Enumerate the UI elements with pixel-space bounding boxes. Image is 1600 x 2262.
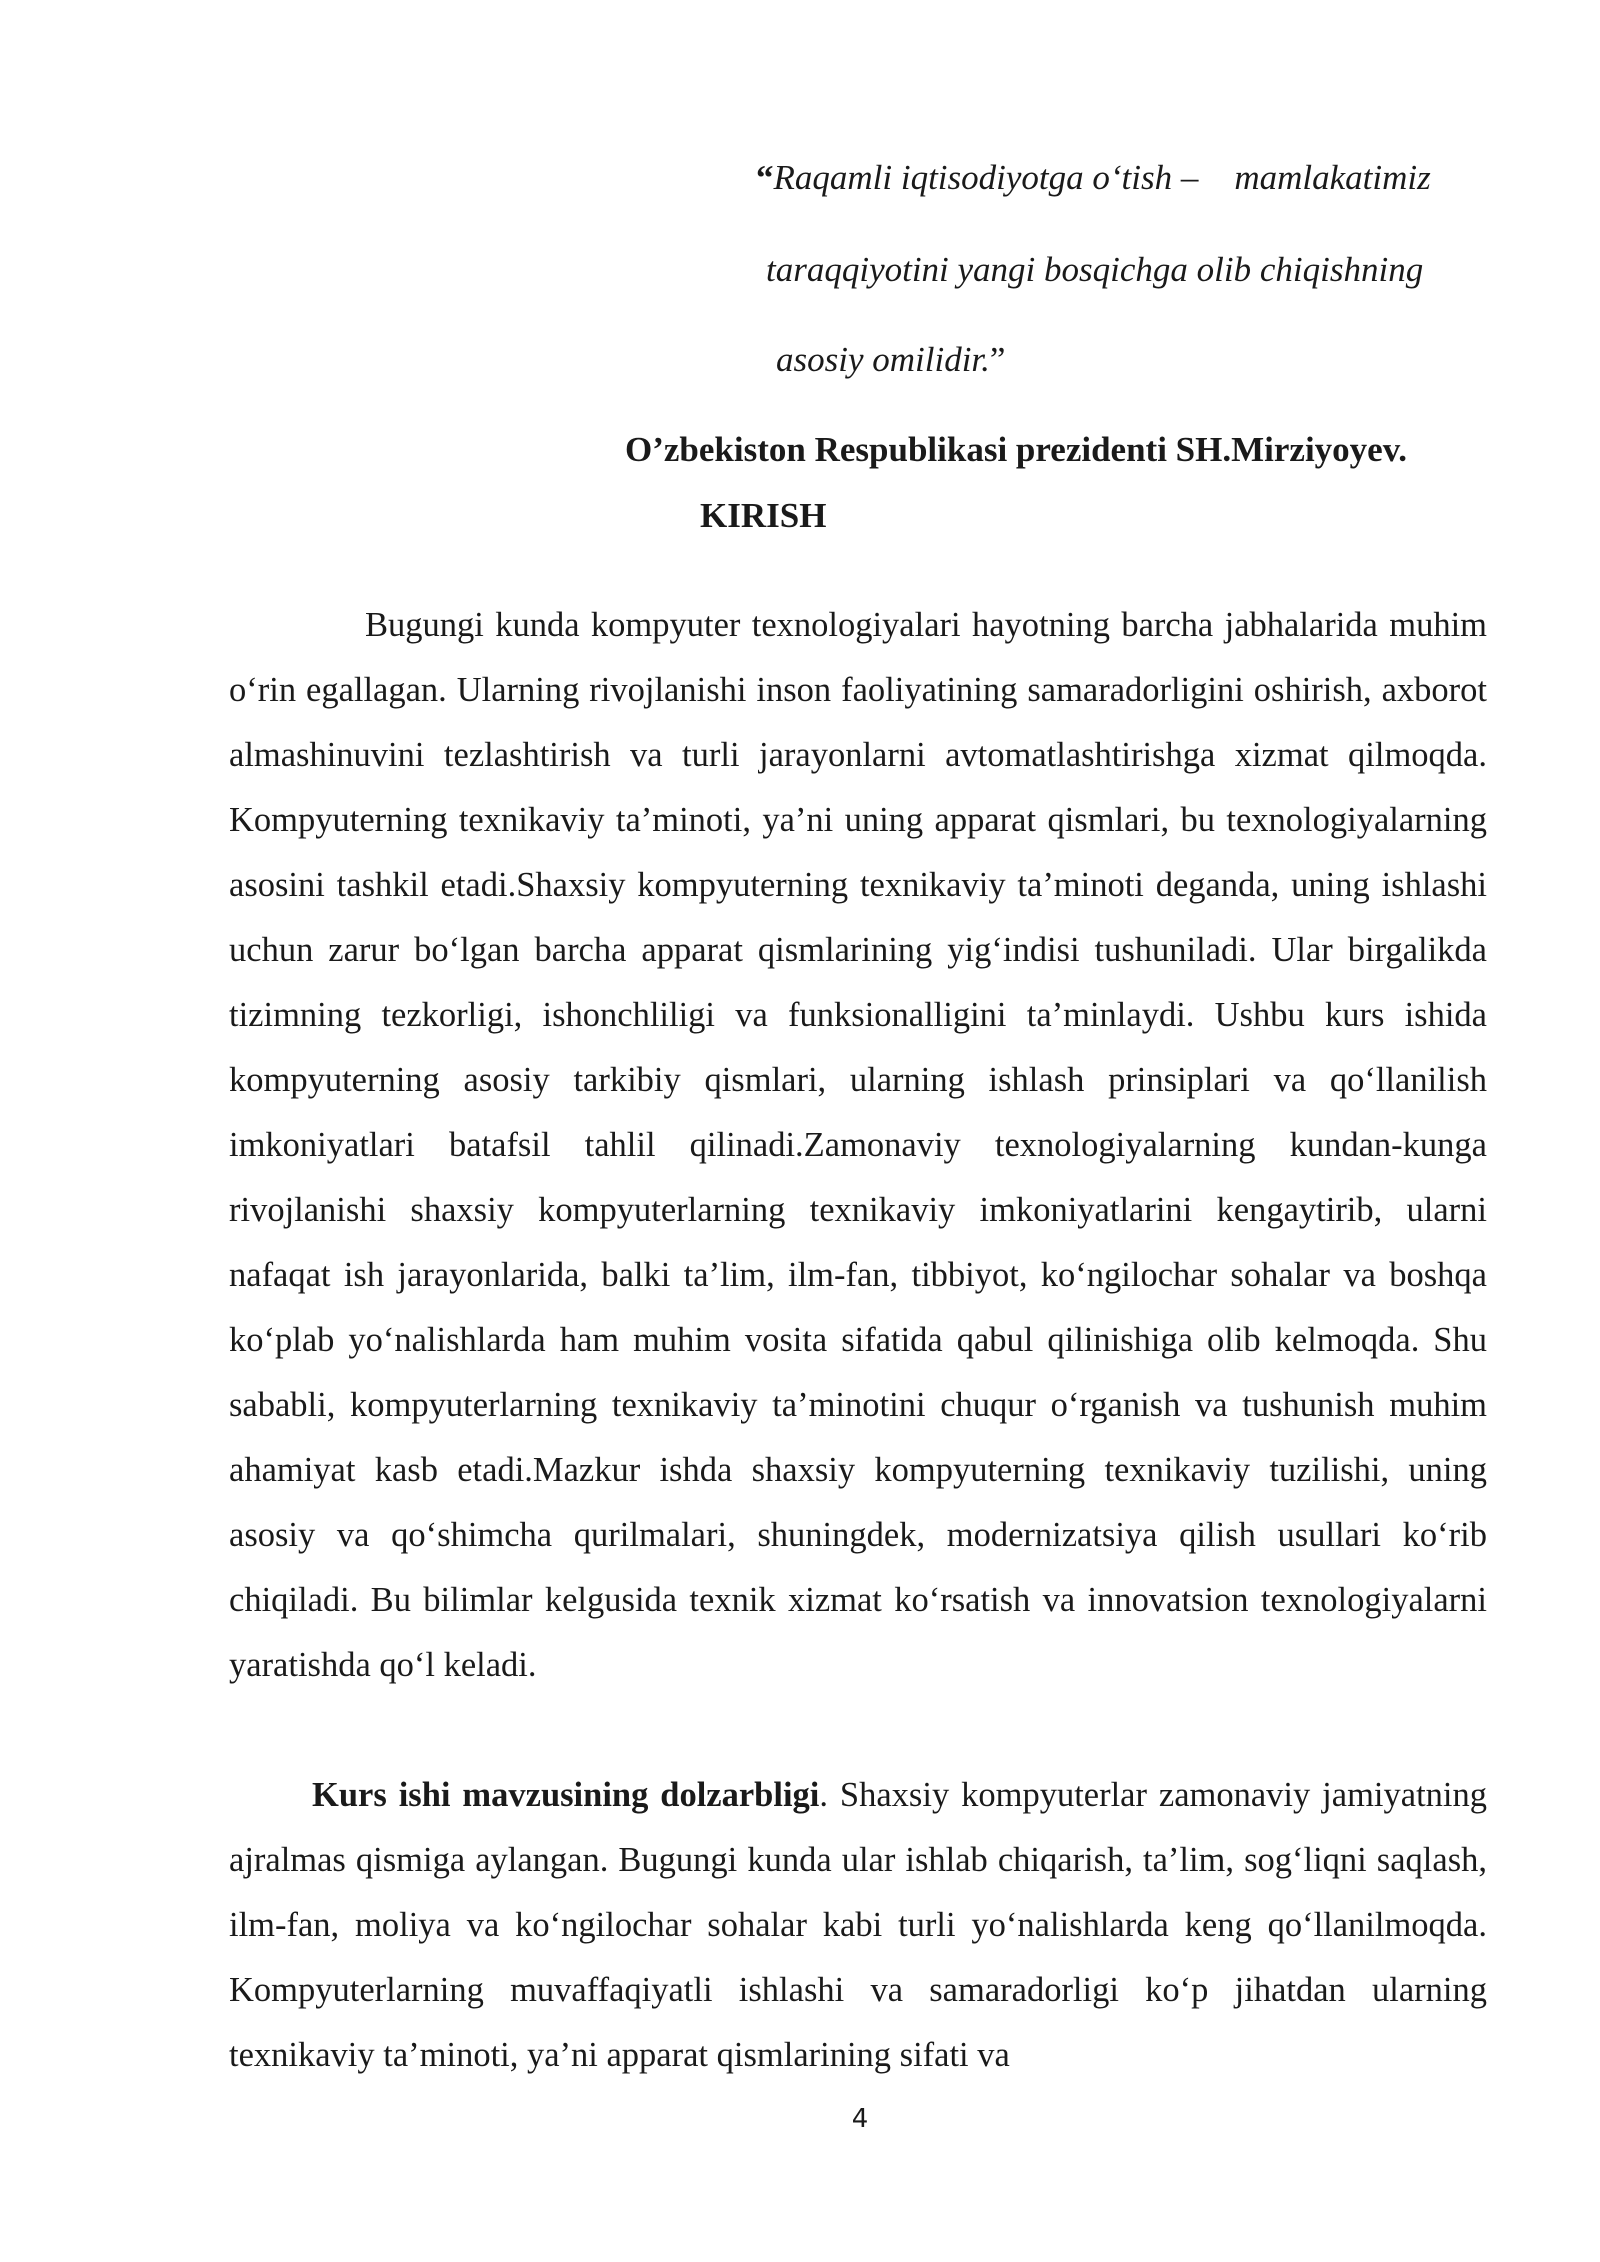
- epigraph-line-3-text: asosiy omilidir.: [776, 340, 990, 379]
- epigraph-line-2: taraqqiyotini yangi bosqichga olib chiqishning: [766, 250, 1424, 289]
- epigraph-line-1-part-b: mamlakatimiz: [1234, 158, 1431, 197]
- relevance-paragraph: [229, 1763, 1487, 2088]
- relevance-heading: Kurs ishi mavzusining dolzarbligi: [312, 1776, 820, 1814]
- relevance-text: . Shaxsiy kompyuterlar zamonaviy jamiyatning ajralmas qismiga aylangan. Bugungi kunda ular ishlab chiqarish, ta’lim, sog‘liqni saqlash, ilm-fan, moliya va ko‘ngilochar sohalar kabi turli yo‘nalishlarda keng qo‘llanilmoqda. Kompyuterlarning muvaffaqiyatli ishlashi va samaradorligi ko‘p jihatdan ularning texnikaviy ta’minoti, ya’ni apparat qismlarining sifati va: [229, 1776, 1487, 2074]
- epigraph-attribution: O’zbekiston Respublikasi prezidenti SH.Mirziyoyev.: [625, 430, 1408, 469]
- epigraph-line-3: [776, 342, 1005, 377]
- epigraph-line-1: [756, 160, 1431, 195]
- epigraph-open-quote: “: [756, 158, 774, 197]
- epigraph-line-1-part-a: Raqamli iqtisodiyotga o‘tish –: [773, 158, 1199, 197]
- epigraph-close-quote: ”: [989, 340, 1006, 379]
- section-title: KIRISH: [700, 496, 827, 535]
- intro-paragraph: Bugungi kunda kompyuter texnologiyalari hayotning barcha jabhalarida muhim o‘rin egallagan. Ularning rivojlanishi inson faoliyatining samaradorligini oshirish, axborot almashinuvini tezlashtirish va turli jarayonlarni avtomatlashtirishga xizmat qilmoqda. Kompyuterning texnikaviy ta’minoti, ya’ni uning apparat qismlari, bu texnologiyalarning asosini tashkil etadi.Shaxsiy kompyuterning texnikaviy ta’minoti deganda, uning ishlashi uchun zarur bo‘lgan barcha apparat qismlarining yig‘indisi tushuniladi. Ular birgalikda tizimning tezkorligi, ishonchliligi va funksionalligini ta’minlaydi. Ushbu kurs ishida kompyuterning asosiy tarkibiy qismlari, ularning ishlash prinsiplari va qo‘llanilish imkoniyatlari batafsil tahlil qilinadi.Zamonaviy texnologiyalarning kundan-kunga rivojlanishi shaxsiy kompyuterlarning texnikaviy imkoniyatlarini kengaytirib, ularni nafaqat ish jarayonlarida, balki ta’lim, ilm-fan, tibbiyot, ko‘ngilochar sohalar va boshqa ko‘plab yo‘nalishlarda ham muhim vosita sifatida qabul qilinishiga olib kelmoqda. Shu sababli, kompyuterlarning texnikaviy ta’minotini chuqur o‘rganish va tushunish muhim ahamiyat kasb etadi.Mazkur ishda shaxsiy kompyuterning texnikaviy tuzilishi, uning asosiy va qo‘shimcha qurilmalari, shuningdek, modernizatsiya qilish usullari ko‘rib chiqiladi. Bu bilimlar kelgusida texnik xizmat ko‘rsatish va innovatsion texnologiyalarni yaratishda qo‘l keladi.: [229, 606, 1487, 1684]
- page-number: 4: [851, 2104, 869, 2134]
